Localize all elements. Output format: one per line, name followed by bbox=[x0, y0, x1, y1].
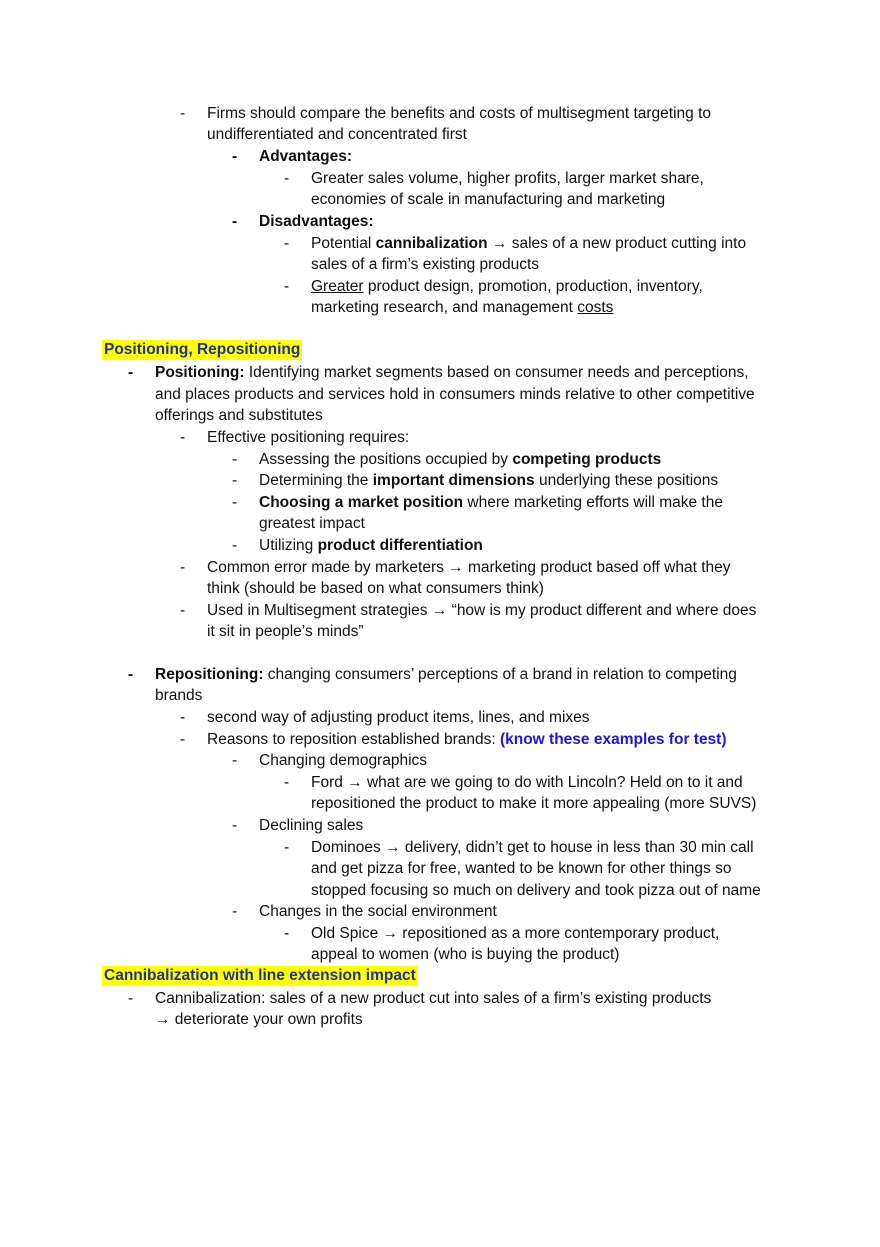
text-run: → sales of a new product cutting into bbox=[487, 235, 747, 252]
text-run: Potential bbox=[311, 235, 376, 252]
text-run: where marketing efforts will make the bbox=[463, 494, 723, 511]
bullet-dash: - bbox=[180, 559, 186, 576]
text-line: Declining sales bbox=[259, 817, 364, 834]
text-line: brands bbox=[155, 687, 203, 704]
underlined-term: Greater bbox=[311, 278, 364, 295]
section-heading-cannibalization: Cannibalization with line extension impact bbox=[104, 967, 416, 984]
text-line: Changes in the social environment bbox=[259, 903, 497, 920]
text-line: Effective positioning requires: bbox=[207, 429, 410, 446]
bullet-dash: - bbox=[128, 364, 134, 381]
text-run: Reasons to reposition established brands: bbox=[207, 731, 500, 748]
text-line: Used in Multisegment strategies → “how is my product different and where does bbox=[207, 602, 757, 619]
text-line bbox=[311, 233, 746, 254]
text-line: Firms should compare the benefits and costs of multisegment targeting to bbox=[207, 105, 711, 122]
positioning-label: Positioning: bbox=[155, 364, 245, 381]
text-line: Ford → what are we going to do with Lincoln? Held on to it and bbox=[311, 774, 743, 791]
bullet-dash: - bbox=[284, 235, 290, 252]
text-line: Common error made by marketers → marketing product based off what they bbox=[207, 559, 731, 576]
text-line: stopped focusing so much on delivery and took pizza out of name bbox=[311, 882, 761, 899]
text-line: second way of adjusting product items, lines, and mixes bbox=[207, 709, 590, 726]
text-line bbox=[155, 362, 749, 383]
bullet-dash: - bbox=[232, 817, 238, 834]
text-line bbox=[311, 276, 703, 297]
bullet-dash: - bbox=[284, 925, 290, 942]
bullet-dash: - bbox=[232, 752, 238, 769]
text-line: → deteriorate your own profits bbox=[155, 1011, 363, 1028]
text-run: Utilizing bbox=[259, 537, 318, 554]
text-line: Dominoes → delivery, didn’t get to house in less than 30 min call bbox=[311, 839, 754, 856]
bullet-dash: - bbox=[232, 903, 238, 920]
bullet-dash: - bbox=[284, 839, 290, 856]
text-line bbox=[259, 492, 723, 513]
bullet-dash: - bbox=[128, 990, 134, 1007]
text-run: Assessing the positions occupied by bbox=[259, 451, 513, 468]
text-line: it sit in people’s minds” bbox=[207, 623, 364, 640]
bullet-dash: - bbox=[232, 451, 238, 468]
bullet-dash: - bbox=[284, 278, 290, 295]
text-run: changing consumers’ perceptions of a brand in relation to competing bbox=[263, 666, 737, 683]
text-line: sales of a firm’s existing products bbox=[311, 256, 540, 273]
text-line: repositioned the product to make it more appealing (more SUVS) bbox=[311, 795, 757, 812]
bullet-dash: - bbox=[128, 666, 134, 683]
bold-term: product differentiation bbox=[317, 537, 483, 554]
text-line: economies of scale in manufacturing and marketing bbox=[311, 191, 666, 208]
text-line bbox=[259, 535, 483, 556]
bold-term: important dimensions bbox=[372, 472, 535, 489]
bullet-dash: - bbox=[232, 148, 238, 165]
bullet-dash: - bbox=[232, 213, 238, 230]
text-line: Greater sales volume, higher profits, larger market share, bbox=[311, 170, 704, 187]
bold-term: Choosing a market position bbox=[259, 494, 464, 511]
bullet-dash: - bbox=[232, 537, 238, 554]
repositioning-label: Repositioning: bbox=[155, 666, 264, 683]
bullet-dash: - bbox=[180, 709, 186, 726]
text-run: underlying these positions bbox=[534, 472, 719, 489]
text-line bbox=[311, 297, 613, 318]
text-line: greatest impact bbox=[259, 515, 365, 532]
test-note: (know these examples for test) bbox=[499, 731, 727, 748]
text-line: Changing demographics bbox=[259, 752, 428, 769]
text-line bbox=[259, 470, 718, 491]
section-heading-positioning: Positioning, Repositioning bbox=[104, 341, 301, 358]
text-line bbox=[259, 449, 661, 470]
underlined-term: costs bbox=[577, 299, 614, 316]
bullet-dash: - bbox=[180, 105, 186, 122]
text-run: Determining the bbox=[259, 472, 373, 489]
bullet-dash: - bbox=[232, 472, 238, 489]
text-line bbox=[155, 664, 737, 685]
text-line bbox=[207, 729, 727, 750]
text-run: marketing research, and management bbox=[311, 299, 578, 316]
bold-term: competing products bbox=[512, 451, 662, 468]
bullet-dash: - bbox=[232, 494, 238, 511]
text-line: think (should be based on what consumers think) bbox=[207, 580, 544, 597]
text-line: Cannibalization: sales of a new product cut into sales of a firm’s existing products bbox=[155, 990, 712, 1007]
bullet-dash: - bbox=[180, 731, 186, 748]
disadvantages-label: Disadvantages: bbox=[259, 213, 374, 230]
text-run: Identifying market segments based on consumer needs and perceptions, bbox=[244, 364, 749, 381]
text-line: and get pizza for free, wanted to be known for other things so bbox=[311, 860, 732, 877]
advantages-label: Advantages: bbox=[259, 148, 353, 165]
bullet-dash: - bbox=[180, 429, 186, 446]
bullet-dash: - bbox=[284, 170, 290, 187]
bullet-dash: - bbox=[180, 602, 186, 619]
text-line: Old Spice → repositioned as a more contemporary product, bbox=[311, 925, 720, 942]
text-line: offerings and substitutes bbox=[155, 407, 323, 424]
bold-term: cannibalization bbox=[375, 235, 488, 252]
text-line: appeal to women (who is buying the product) bbox=[311, 946, 620, 963]
bullet-dash: - bbox=[284, 774, 290, 791]
text-run: product design, promotion, production, inventory, bbox=[363, 278, 703, 295]
text-line: and places products and services hold in consumers minds relative to other competitive bbox=[155, 386, 755, 403]
text-line: undifferentiated and concentrated first bbox=[207, 126, 467, 143]
